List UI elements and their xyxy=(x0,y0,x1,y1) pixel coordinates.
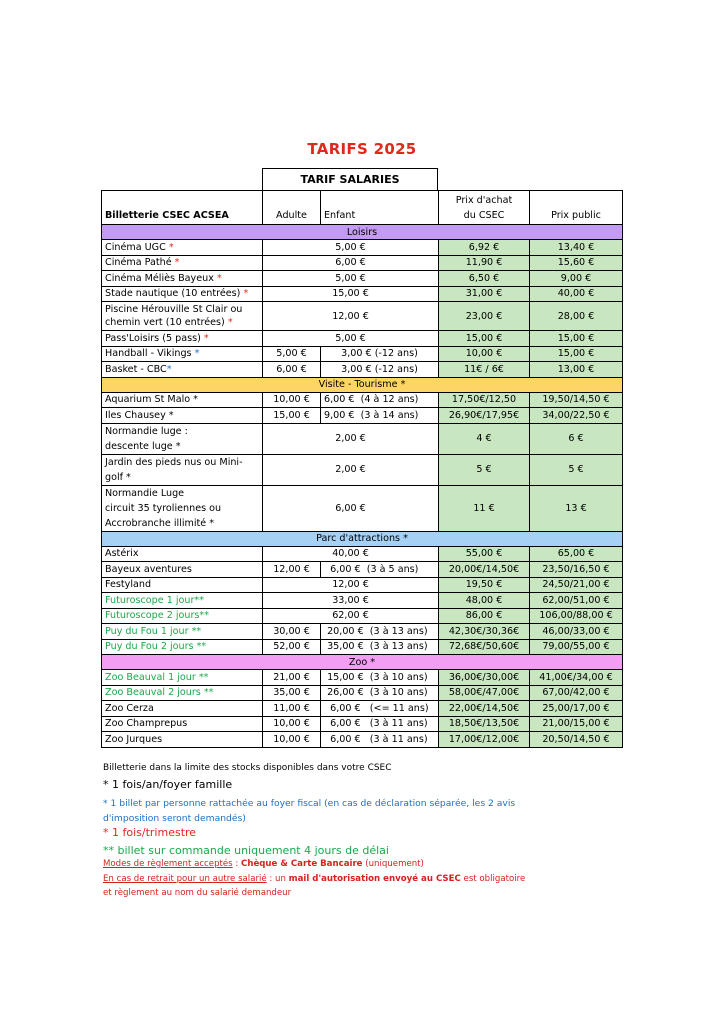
table-row: Puy du Fou 2 jours ** 52,00 € 35,00 € (3 à 13 ans) 72,68€/50,60€ 79,00/55,00 € xyxy=(102,639,623,655)
table-row: Zoo Beauval 1 jour ** 21,00 € 15,00 € (3 à 10 ans) 36,00€/30,00€ 41,00€/34,00 € xyxy=(102,670,623,686)
page-title: TARIFS 2025 xyxy=(307,140,417,158)
table-row: Cinéma UGC * 5,00 € 6,92 € 13,40 € xyxy=(102,240,623,256)
section-zoo: Zoo * xyxy=(102,655,623,670)
table-row: Bayeux aventures 12,00 € 6,00 € (3 à 5 ans) 20,00€/14,50€ 23,50/16,50 € xyxy=(102,562,623,578)
note-withdrawal: En cas de retrait pour un autre salarié : un mail d'autorisation envoyé au CSEC est obligatoire xyxy=(103,874,526,884)
header-prix-achat: Prix d'achat du CSEC xyxy=(439,191,530,225)
header-enfant: Enfant xyxy=(321,191,439,225)
table-row: Puy du Fou 1 jour ** 30,00 € 20,00 € (3 à 13 ans) 42,30€/30,36€ 46,00/33,00 € xyxy=(102,624,623,640)
note-payment-modes: Modes de règlement acceptés : Chèque & Carte Bancaire (uniquement) xyxy=(103,859,424,869)
table-row: Aquarium St Malo * 10,00 € 6,00 € (4 à 12 ans) 17,50€/12,50 19,50/14,50 € xyxy=(102,392,623,408)
table-row: Normandie luge : descente luge * 2,00 € 4 € 6 € xyxy=(102,423,623,454)
note-once-per-quarter: * 1 fois/trimestre xyxy=(103,826,197,839)
section-parc-attractions: Parc d'attractions * xyxy=(102,531,623,546)
note-stock: Billetterie dans la limite des stocks disponibles dans votre CSEC xyxy=(103,763,392,773)
table-row: Astérix 40,00 € 55,00 € 65,00 € xyxy=(102,546,623,562)
section-loisirs: Loisirs xyxy=(102,225,623,240)
header-billetterie: Billetterie CSEC ACSEA xyxy=(102,191,263,225)
table-row: Zoo Beauval 2 jours ** 35,00 € 26,00 € (3 à 10 ans) 58,00€/47,00€ 67,00/42,00 € xyxy=(102,685,623,701)
note-once-per-year: * 1 fois/an/foyer famille xyxy=(103,778,233,791)
table-row: Futuroscope 2 jours** 62,00 € 86,00 € 106,00/88,00 € xyxy=(102,608,623,624)
table-row: Iles Chausey * 15,00 € 9,00 € (3 à 14 ans) 26,90€/17,95€ 34,00/22,50 € xyxy=(102,408,623,424)
table-row: Cinéma Méliès Bayeux * 5,00 € 6,50 € 9,00 € xyxy=(102,271,623,287)
note-per-person: * 1 billet par personne rattachée au foyer fiscal (en cas de déclaration séparée, les 2 avis d'imposition seront demandés) xyxy=(103,798,516,824)
table-row: Cinéma Pathé * 6,00 € 11,90 € 15,60 € xyxy=(102,255,623,271)
table-row: Handball - Vikings * 5,00 € 3,00 € (-12 ans) 10,00 € 15,00 € xyxy=(102,346,623,362)
table-row: Zoo Cerza 11,00 € 6,00 € (<= 11 ans) 22,00€/14,50€ 25,00/17,00 € xyxy=(102,701,623,717)
note-order-only: ** billet sur commande uniquement 4 jours de délai xyxy=(103,844,389,857)
note-withdrawal-line2: et règlement au nom du salarié demandeur xyxy=(103,888,292,898)
header-prix-public: Prix public xyxy=(530,191,623,225)
table-row: Zoo Champrepus 10,00 € 6,00 € (3 à 11 ans) 18,50€/13,50€ 21,00/15,00 € xyxy=(102,716,623,732)
table-row: Normandie Luge circuit 35 tyroliennes ou Accrobranche illimité * 6,00 € 11 € 13 € xyxy=(102,485,623,531)
table-row: Piscine Hérouville St Clair ou chemin vert (10 entrées) * 12,00 € 23,00 € 28,00 € xyxy=(102,302,623,331)
table-row: Jardin des pieds nus ou Mini- golf * 2,00 € 5 € 5 € xyxy=(102,454,623,485)
table-row: Zoo Jurques 10,00 € 6,00 € (3 à 11 ans) 17,00€/12,00€ 20,50/14,50 € xyxy=(102,732,623,748)
header-row xyxy=(102,191,623,225)
table-row: Stade nautique (10 entrées) * 15,00 € 31,00 € 40,00 € xyxy=(102,286,623,302)
table-row: Futuroscope 1 jour** 33,00 € 48,00 € 62,00/51,00 € xyxy=(102,593,623,609)
header-adulte: Adulte xyxy=(263,191,321,225)
table-row: Festyland 12,00 € 19,50 € 24,50/21,00 € xyxy=(102,577,623,593)
table-row: Pass'Loisirs (5 pass) * 5,00 € 15,00 € 15,00 € xyxy=(102,331,623,347)
section-visite-tourisme: Visite - Tourisme * xyxy=(102,377,623,392)
tarifs-table xyxy=(101,190,623,748)
table-row: Basket - CBC* 6,00 € 3,00 € (-12 ans) 11€ / 6€ 13,00 € xyxy=(102,362,623,378)
tarif-salaries-header: TARIF SALARIES xyxy=(262,168,438,190)
